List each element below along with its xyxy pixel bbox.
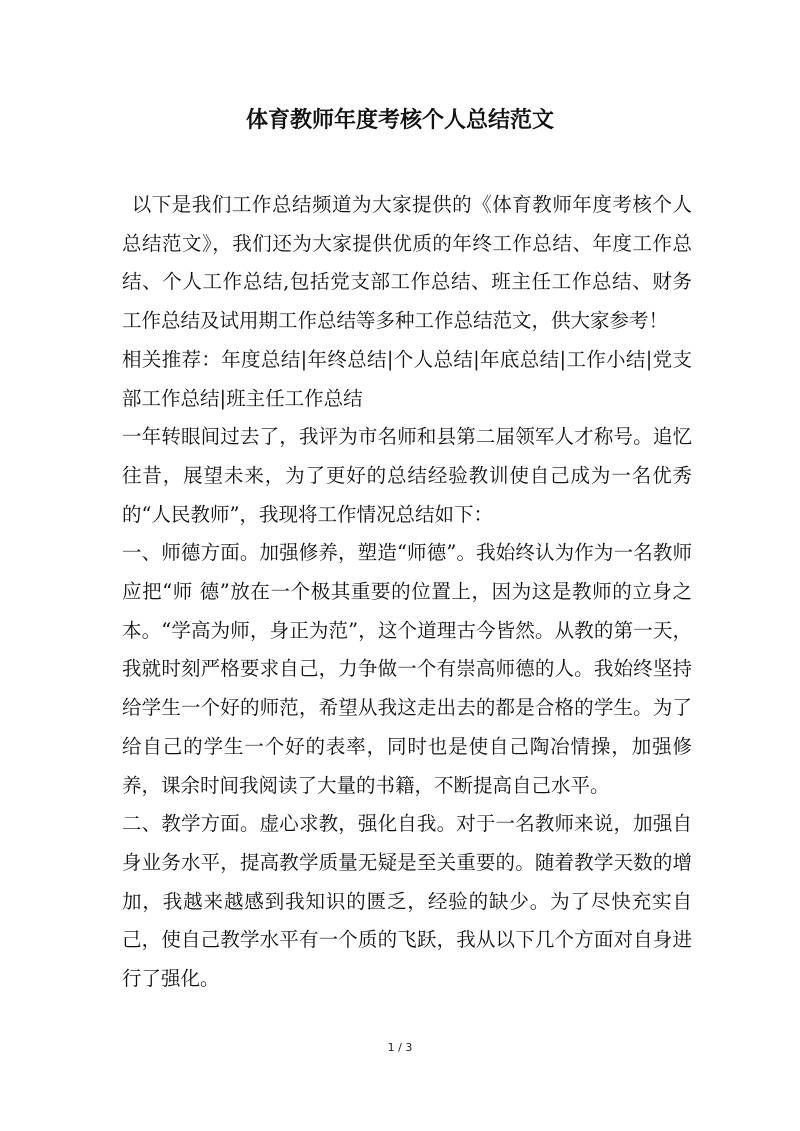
document-title: 体育教师年度考核个人总结范文 xyxy=(245,107,554,133)
intro-paragraph: 以下是我们工作总结频道为大家提供的《体育教师年度考核个人总结范文》，我们还为大家提供优质的年终工作总结、年度工作总结、个人工作总结,包括党支部工作总结、班主任工作总结、财务工作总结及试用期工作总结等多种工作总结范文，供大家参考！ xyxy=(122,193,692,333)
page-number: 1 / 3 xyxy=(387,1041,413,1054)
opening-paragraph: 一年转眼间过去了，我评为市名师和县第二届领军人才称号。追忆往昔，展望未来，为了更好的总结经验教训使自己成为一名优秀的“人民教师”，我现将工作情况总结如下： xyxy=(122,425,692,526)
document-body xyxy=(122,186,692,999)
related-recommendations-paragraph: 相关推荐：年度总结|年终总结|个人总结|年底总结|工作小结|党支部工作总结|班主任工作总结 xyxy=(122,347,692,410)
ethics-section-paragraph: 一、师德方面。加强修养，塑造“师德”。我始终认为作为一名教师应把“师 德”放在一个极其重要的位置上，因为这是教师的立身之本。“学高为师，身正为范”，这个道理古今皆然。从教的第一天，我就时刻严格要求自己，力争做一个有崇高师德的人。我始终坚持给学生一个好的师范，希望从我这走出去的都是合格的学生。为了给自己的学生一个好的表率，同时也是使自己陶冶情操，加强修养，课余时间我阅读了大量的书籍，不断提高自己水平。 xyxy=(122,541,692,797)
teaching-section-paragraph: 二、教学方面。虚心求教，强化自我。对于一名教师来说，加强自身业务水平，提高教学质量无疑是至关重要的。随着教学天数的增加，我越来越感到我知识的匮乏，经验的缺少。为了尽快充实自己，使自己教学水平有一个质的飞跃，我从以下几个方面对自身进行了强化。 xyxy=(122,812,692,991)
